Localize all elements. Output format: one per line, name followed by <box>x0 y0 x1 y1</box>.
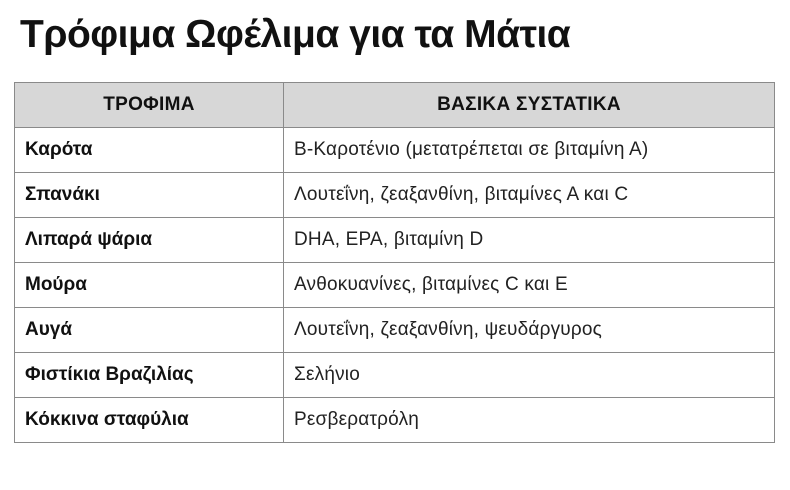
nutrients-cell: DHA, EPA, βιταμίνη D <box>284 218 775 263</box>
table-row <box>15 263 775 308</box>
column-header-foods: ΤΡΟΦΙΜΑ <box>15 83 284 128</box>
nutrients-cell: Ρεσβερατρόλη <box>284 398 775 443</box>
food-cell: Μούρα <box>15 263 284 308</box>
nutrients-cell: Λουτεΐνη, ζεαξανθίνη, ψευδάργυρος <box>284 308 775 353</box>
food-cell: Κόκκινα σταφύλια <box>15 398 284 443</box>
nutrients-cell: Ανθοκυανίνες, βιταμίνες C και Ε <box>284 263 775 308</box>
table-header-row <box>15 83 775 128</box>
table-row <box>15 218 775 263</box>
table-row <box>15 173 775 218</box>
table-row <box>15 398 775 443</box>
food-cell: Σπανάκι <box>15 173 284 218</box>
nutrients-cell: Λουτεΐνη, ζεαξανθίνη, βιταμίνες Α και C <box>284 173 775 218</box>
page-title: Τρόφιμα Ωφέλιμα για τα Μάτια <box>20 13 571 56</box>
nutrients-cell: Β-Καροτένιο (μετατρέπεται σε βιταμίνη Α) <box>284 128 775 173</box>
food-cell: Φιστίκια Βραζιλίας <box>15 353 284 398</box>
foods-table <box>14 82 775 443</box>
column-header-nutrients: ΒΑΣΙΚΑ ΣΥΣΤΑΤΙΚΑ <box>284 83 775 128</box>
nutrients-cell: Σελήνιο <box>284 353 775 398</box>
table-row <box>15 353 775 398</box>
table-row <box>15 308 775 353</box>
food-cell: Καρότα <box>15 128 284 173</box>
food-cell: Λιπαρά ψάρια <box>15 218 284 263</box>
table-row <box>15 128 775 173</box>
food-cell: Αυγά <box>15 308 284 353</box>
